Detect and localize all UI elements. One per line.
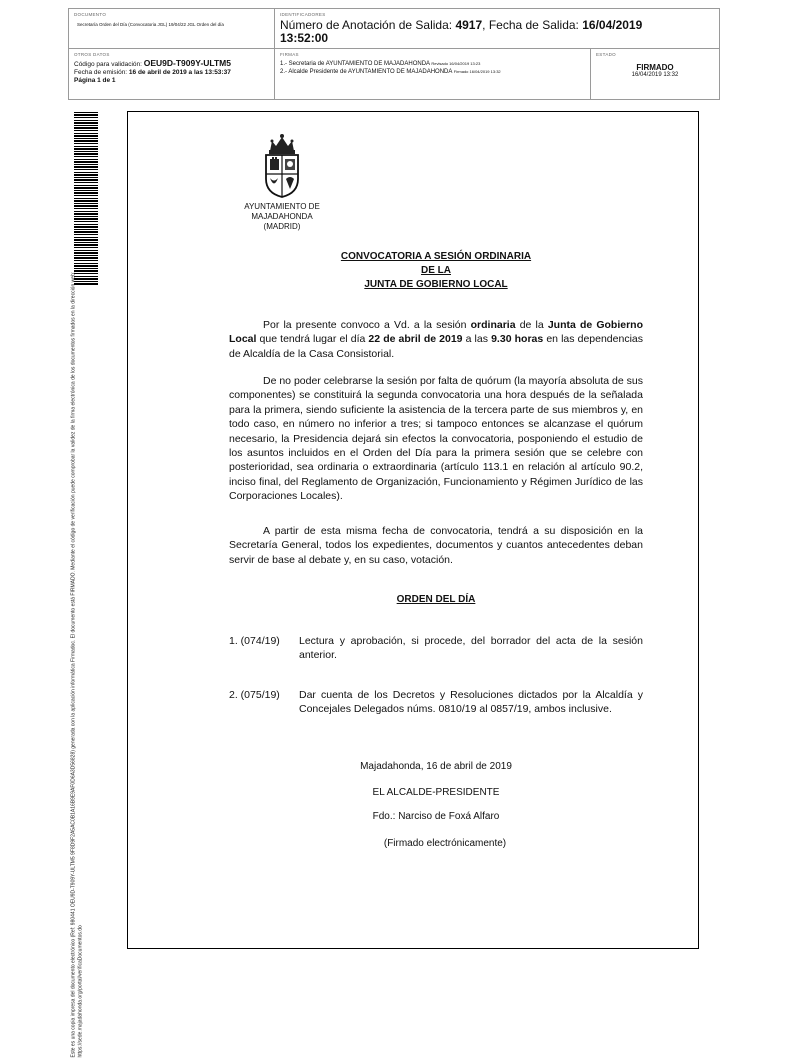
status-label: ESTADO [596,52,616,57]
document-label: DOCUMENTO [74,12,107,17]
p1-session-time: 9.30 horas [491,333,544,346]
signer-name: Fdo.: Narciso de Foxá Alfaro [372,811,500,822]
town-hall-line-1: AYUNTAMIENTO DE [244,202,320,211]
identifiers-label: IDENTIFICADORES [280,12,326,17]
signatures-cell [275,49,591,99]
agenda-title: ORDEN DEL DÍA [396,594,476,605]
agenda-item-number: 1. (074/19) [229,635,280,647]
place-date: Majadahonda, 16 de abril de 2019 [360,761,512,772]
registry-number: 4917 [455,18,483,32]
status-badge: FIRMADO [636,63,674,72]
title-line-1: CONVOCATORIA A SESIÓN ORDINARIA [340,251,532,262]
registry-prefix: Número de Anotación de Salida: [280,18,456,32]
convocation-paragraph [229,318,643,361]
p1-text-i: en las dependencias de Alcaldía de la Casa Consistorial. [229,333,643,360]
p1-text-g: a las [462,333,492,346]
town-hall-line-2: MAJADAHONDA [251,212,313,221]
other-data-cell [69,49,275,99]
coat-of-arms-icon [258,133,306,199]
signature-2 [280,68,586,76]
document-cell [69,9,275,49]
document-name: Secretaría Orden del Día (Convocatoria JGL) 19/04/22 JGL Orden del día [77,22,224,27]
emission-date: 16 de abril de 2019 a las 13:53:37 [128,69,231,76]
status-cell [591,49,719,99]
documents-paragraph: A partir de esta misma fecha de convocatoria, tendrá a su disposición en la Secretaría General, todos los expedientes, documentos y cuantos antecedentes deban servir de base al debate y, en su caso, votación. [229,525,643,566]
registry-entry [280,19,710,45]
agenda-item-text: Lectura y aprobación, si procede, del borrador del acta de la sesión anterior. [299,635,643,662]
other-data [74,59,270,85]
document-title [229,250,643,292]
agenda-item-text: Dar cuenta de los Decretos y Resoluciones dictados por la Alcaldía y Concejales Delegados núms. 0810/19 al 0857/19, ambos inclusive. [299,689,643,716]
title-line-3: JUNTA DE GOBIERNO LOCAL [364,279,508,290]
p1-text-e: que tendrá lugar el día [256,333,369,346]
agenda-item-number: 2. (075/19) [229,689,280,701]
town-hall-line-3: (MADRID) [263,222,301,231]
page-count: Página 1 de 1 [74,77,116,84]
signature-1-time: Revisado 16/04/2019 13:23 [431,61,481,66]
electronic-signature-note: (Firmado electrónicamente) [383,838,507,849]
title-line-2: DE LA [421,265,451,276]
p1-body-name: Junta de Gobierno Local [229,319,643,346]
p1-text-c: de la [515,319,548,331]
status-block [591,63,719,78]
p1-session-date: 22 de abril de 2019 [368,333,463,346]
town-hall-name [214,202,350,232]
status-date: 16/04/2019 13:32 [631,72,679,78]
registry-mid: , Fecha de Salida: [482,18,583,32]
signature-1 [280,60,586,68]
p1-text-a: Por la presente convoco a Vd. a la sesión [263,319,471,331]
registry-date: 16/04/2019 [582,18,643,32]
emission-prefix: Fecha de emisión: [74,69,129,76]
quorum-paragraph: De no poder celebrarse la sesión por falta de quórum (la mayoría absoluta de sus componentes) se constituirá la segunda convocatoria una hora después de la señalada para la primera, siendo suficiente la asistencia de la tercera parte de sus miembros y, en todo caso, en número no inferior a tres; si tampoco entonces se alcanzase el quórum necesario, la Presidencia dejará sin efectos la convocatoria, posponiendo el estudio de los asuntos incluidos en el Orden del Día para la primera sesión que se celebre con posterioridad, sea ordinaria o extraordinaria (artículo 113.1 en relación al artículo 90.2, inciso final, del Reglamento de Organización, Funcionamiento y Régimen Jurídico de las Corporaciones Locales). [229,375,643,503]
signature-2-time: Firmado 16/04/2019 13:32 [453,69,501,74]
signatures-list [280,60,586,76]
other-data-label: OTROS DATOS [74,52,110,57]
signer-role: EL ALCALDE-PRESIDENTE [372,787,500,798]
verification-side-text: Este es una copia impresa del documento electrónico (Ref: 980441 OEU9D-T909Y-ULTM5 9F8D9F2A5AC0B1A16B9E9AF0D6A3D56828) generada con la aplicación informática Firmadoc. El documento está FIRMADO. Mediante el código de verificación puede comprobar la validez de la firma electrónica de los documentos firmados en la dirección web: https://sede.majadahonda.org/portal/verificaDocumentos.do [70,271,84,1058]
signature-2-text: 2.- Alcalde Presidente de AYUNTAMIENTO DE MAJADAHONDA [280,69,453,75]
signature-header-table [68,8,720,100]
identifiers-cell [275,9,719,49]
signatures-label: FIRMAS [280,52,299,57]
signature-1-text: 1.- Secretaria de AYUNTAMIENTO DE MAJADAHONDA [280,61,430,67]
validation-code-prefix: Código para validación: [74,61,144,68]
validation-code: OEU9D-T909Y-ULTM5 [143,58,231,68]
p1-session-type: ordinaria [470,319,516,331]
registry-time: 13:52:00 [280,31,329,45]
